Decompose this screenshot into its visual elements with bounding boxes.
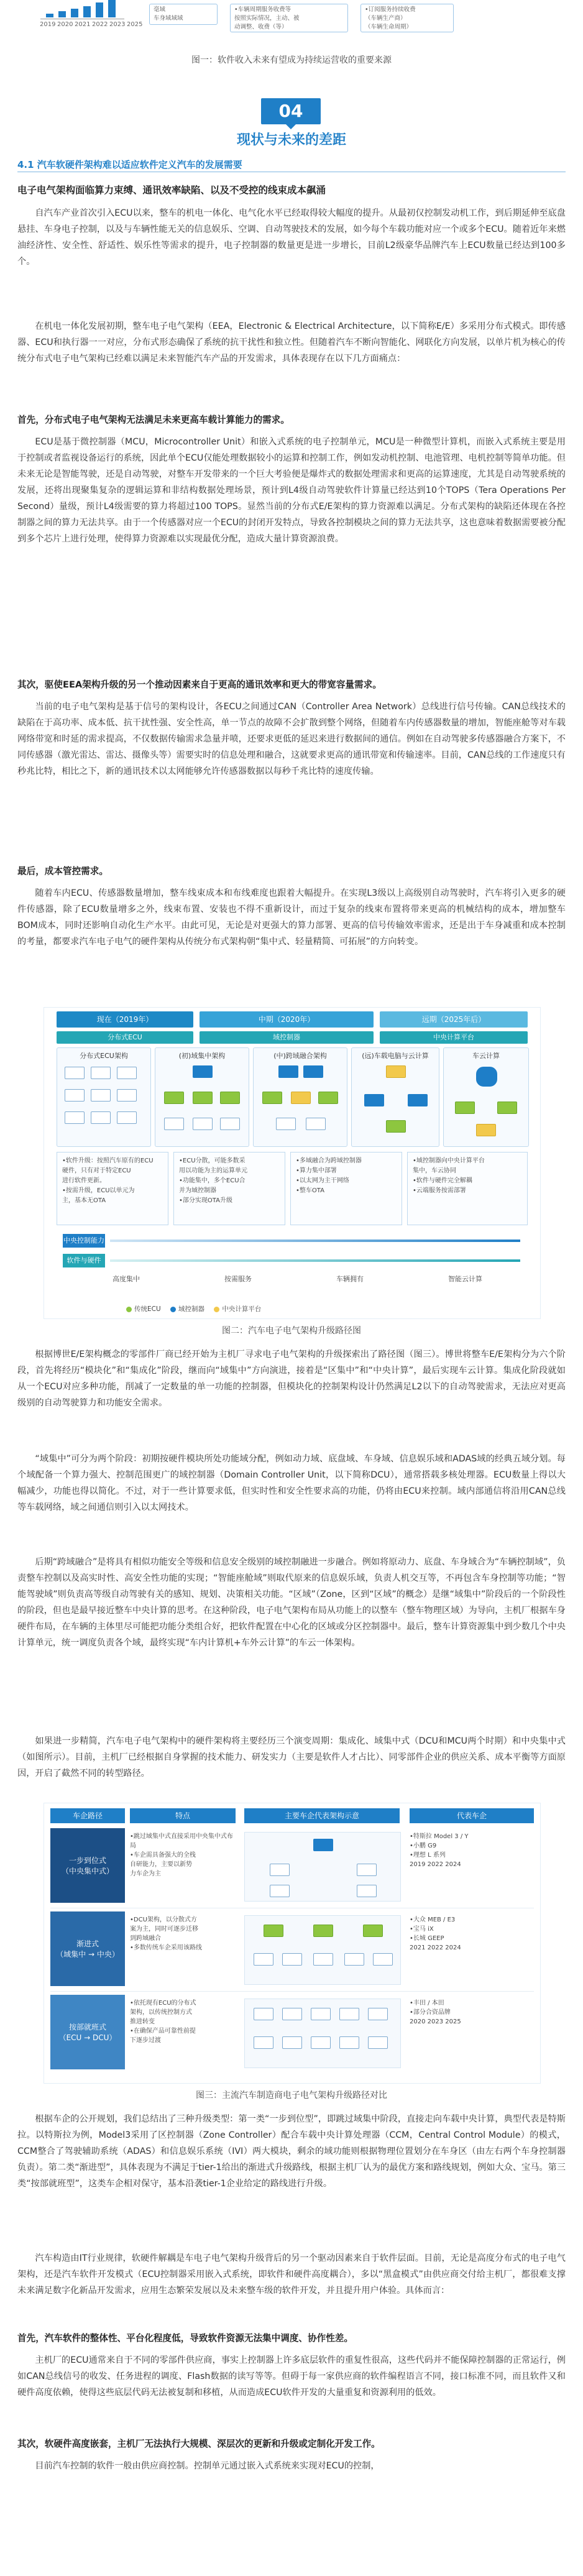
- row-label: 软件与硬件: [63, 1254, 105, 1267]
- bar: [58, 11, 66, 17]
- path-description: •DCU架构，以分散式方 案为主，同时可逐步迁移 到跨域融合 •多数传统车企采用该路线: [130, 1916, 202, 1951]
- domain-label: 高度集中: [112, 1275, 140, 1283]
- stage-description: •多域融合为跨域控制器 •算力集中部署 •以太网为主干网络 •整车OTA: [290, 1152, 402, 1225]
- subsection-title: 4.1 汽车软硬件架构难以适应软件定义汽车的发展需要: [17, 159, 242, 170]
- year-label: 2022: [92, 21, 108, 28]
- architecture-diagram: [244, 1915, 401, 1985]
- bar: [83, 6, 91, 17]
- table-row: [50, 1911, 534, 1992]
- path-name: 一步到位式 （中央集中式）: [50, 1828, 125, 1903]
- legend-item: 中央计算平台: [222, 1305, 262, 1313]
- section-title: 现状与未来的差距: [236, 132, 346, 148]
- revenue-figure: [25, 0, 558, 50]
- paragraph: ECU是基于微控制器（MCU，Microcontroller Unit）和嵌入式系统的电子控制单元，MCU是一种微型计算机，而嵌入式系统主要是用于控制或者监视设备运行的系统，因此单个ECU仅能处理数据较小的运算和控制工作，例如发动机控制、电池管理、电机控制等简单功能。但未来无论是智能驾驶，还是自动驾驶，对整车开发带来的一个巨大考验便是爆炸式的数据处理需求和更高的运算速度，尤其是自动驾驶系统的发展，还将出现聚集复杂的逻辑运算和非结构数据处理场景，预计到L4级自动驾驶软件计算量已经达到10个TOPS（Tera Operations Per Second）量级，预计L4级需要的算力将超过100 TOPS。显然当前的分布式E/E架构的算力资源难以满足。分布式架构的缺陷还体现在各控制器之间的算力无法共享。由于一个传感器对应一个ECU的封闭开发特点，导致各控制模块之间的算力无法共享，这也意味着数据需要被分配到多个芯片上进行处理，使得算力资源难以实现最优分配，造成大量计算资源浪费。: [17, 437, 566, 544]
- table-header: 代表车企: [410, 1808, 534, 1823]
- bold-paragraph: 首先，汽车软件的整体性、平台化程度低，导致软件资源无法集中调度、协作性差。: [17, 2333, 353, 2344]
- bar: [71, 9, 78, 17]
- paragraph: “域集中”可分为两个阶段：初期按硬件模块所处功能域分配，例如动力域、底盘域、车身域、信息娱乐域和ADAS域的经典五域分划。每个域配备一个算力强大、控制范围更广的域控制器（Domain Controller Unit，以下简称DCU），通常搭载多核处理器。ECU数量上得以大幅减少，功能也得以简化。不过，对于一些计算要求低，但实时性和安全性要求高的功能，仍将由ECU来控制。域内部通信将沿用CAN总线等车载网络，域之间通信则引入以太网技术。: [17, 1454, 566, 1512]
- paragraph: 根据博世E/E架构概念的零部件厂商已经开始为主机厂寻求电子电气架构的升级探索出了路径图（图三）。博世将整车E/E架构分为六个阶段，首先将经历“模块化”和“集成化”阶段，继而向“域集中”方向演进，接着是“区集中”和“中央计算”，最后实现车云计算。集成化阶段就如从一个ECU对应多种功能，削减了一定数量的单一功能的控制器，但模块化的控制架构设计仍然满足L2以下的自动驾驶需求，无法应对更高级别的自动驾驶算力和功能安全需求。: [17, 1350, 566, 1408]
- controller-label: 中央计算平台: [380, 1031, 528, 1044]
- table-row: [50, 1995, 534, 2074]
- section-number: 04: [261, 98, 321, 124]
- figure-caption: 图一：软件收入未来有望成为持续运营收的重要来源: [191, 55, 392, 65]
- representative-oems: •丰田 / 本田 •部分合资品牌 2020 2023 2025: [410, 2000, 461, 2025]
- paragraph: 自汽车产业首次引入ECU以来，整车的机电一体化、电气化水平已经取得较大幅度的提升。从最初仅控制发动机工作，到后期延伸至底盘悬挂、车身电子控制，以及与车辆性能无关的信息娱乐、空调、自动驾驶技术的发展，如今每个车载功能对应一个或多个ECU。随着近年来燃油经济性、安全性、舒适性、娱乐性等需求的提升，电子控制器的数量更是进一步增长，目前L2级豪华品牌汽车上ECU数量已经达到100多个。: [17, 208, 566, 267]
- year-label: 2025: [127, 21, 143, 28]
- era-label: 现在（2019年）: [57, 1011, 193, 1028]
- year-label: 2019: [40, 21, 56, 28]
- architecture-panel: [443, 1047, 529, 1147]
- year-label: 2023: [109, 21, 126, 28]
- path-description: •跳过域集中式直接采用中央集中式布局 •车企需具备强大的全栈 自研能力，主要以新势 力车企为主: [130, 1833, 233, 1877]
- panel-label: 分布式ECU架构: [80, 1052, 128, 1060]
- capability-row: [63, 1254, 523, 1267]
- bold-paragraph: 最后，成本管控需求。: [17, 866, 108, 876]
- domain-row: [63, 1274, 523, 1287]
- path-description: •依托现有ECU的分布式 架构，以传统控制方式 推进转变 •在确保产品可靠性前提 下逐步过渡: [130, 2000, 196, 2044]
- controller-label: 域控制器: [200, 1031, 374, 1044]
- year-label: 2020: [57, 21, 73, 28]
- legend-item: 域控制器: [178, 1305, 204, 1313]
- panel-label: 车云计算: [472, 1052, 500, 1060]
- legend-box: •车辆周期服务收费等 按照实际情况，主动、被 动调整、收费（等）: [230, 4, 348, 32]
- capability-row: [63, 1234, 523, 1248]
- year-label: 2021: [75, 21, 91, 28]
- era-label: 远期（2025年后）: [380, 1011, 528, 1028]
- paragraph: 随着车内ECU、传感器数量增加，整车线束成本和布线难度也跟着大幅提升。在实现L3级以上高级别自动驾驶时，汽车将引入更多的硬件传感器，除了ECU数量增多之外，线束布置、安装也不得不重新设计，而过于复杂的线束布置将带来更高的机械结构的成本，增加整车BOM成本，同时还影响自动化生产水平。由此可见，无论是对更强大的算力部署、更高的信号传输效率需求，还是出于车身减重和成本控制的考量，都要求汽车电子电气的硬件架构从传统分布式架构朝“集中式、轻量精简、可拓展”的方向转变。: [17, 888, 566, 947]
- architecture-panel: [351, 1047, 439, 1147]
- legend-box: 毫域 车身域域域: [149, 4, 218, 25]
- stage-description: •软件升级：按照汽车原有的ECU 硬件，只有对于特定ECU 进行软件更新。 •按需升级，ECU以单元为 主，基本无OTA: [57, 1152, 168, 1225]
- architecture-diagram: [244, 1999, 401, 2068]
- bar: [108, 0, 116, 17]
- paragraph: 根据车企的公开规划，我们总结出了三种升级类型：第一类“一步到位型”，即跳过域集中阶段，直接走向车载中央计算，典型代表是特斯拉。以特斯拉为例，Model3采用了区控制器（Zone Controller）配合车载中央计算处理器（CCM，Central Control Module）的模式，CCM整合了驾驶辅助系统（ADAS）和信息娱乐系统（IVI）两大模块，剩余的域功能则根据物理位置划分在车身区（由左右两个车身控制器负责）。第二类“渐进型”，具体表现为不满足于tier-1给出的渐进式升级路线，根据主机厂认为的最优方案和路线规划，例如大众、宝马。第三类“按部就班型”，这类车企相对保守，基本沿袭tier-1企业给定的路线进行升级。: [17, 2114, 566, 2189]
- table-row: [50, 1828, 534, 1908]
- representative-oems: •大众 MEB / E3 •宝马 iX •长城 GEEP 2021 2022 2024: [410, 1916, 461, 1951]
- bar-chart: [44, 0, 118, 17]
- bold-paragraph: 首先，分布式电子电气架构无法满足未来更高车载计算能力的需求。: [17, 415, 290, 425]
- controller-label: 分布式ECU: [57, 1031, 193, 1044]
- path-name: 按部就班式 （ECU → DCU）: [50, 1995, 125, 2069]
- table-header: 车企路径: [50, 1808, 125, 1823]
- era-label: 中期（2020年）: [200, 1011, 374, 1028]
- stage-description: •ECU分散，可能多数采 用以功能为主的运算单元 •功能集中，多个ECU合 并为域控制器 •部分实现OTA升级: [173, 1152, 285, 1225]
- bar: [96, 2, 103, 17]
- paragraph: 后期“跨域融合”是将具有相似功能安全等级和信息安全级别的域控制融进一步融合。例如将原动力、底盘、车身域合为“车辆控制域”，负责整车控制以及高实时性、高安全性功能的实现；“智能座舱域”则取代原来的信息娱乐域，负责人机交互等，不再包含车身控制等功能；“智能驾驶域”则负责高等级自动驾驶有关的感知、规划、决策相关功能。“区域”（Zone，区到“区域”的概念）是继“域集中”阶段后的一个阶段性的阶段，但也是最早接近整车中央计算的思考。在这种阶段，电子电气架构布局从功能上的以整车（整车物理区域）为导向，主机厂根据车身硬件布局，在车辆的主体里尽可能把功能分类组合好，把软件配置在中心化的区域或分区控制器中。最后，整车计算资源集中到少数几个中央计算单元，统一调度负责各个域，最终实现“车内计算机+车外云计算”的车云一体架构。: [17, 1557, 566, 1648]
- architecture-panel: [57, 1047, 151, 1147]
- architecture-panel: [155, 1047, 249, 1147]
- panel-label: (中)跨域融合架构: [273, 1052, 327, 1060]
- paragraph: 主机厂的ECU通常来自于不同的零部件供应商，事实上控制器上许多底层软件的重复性很高，这些代码并不能保障控制器的正常运行，例如CAN总线信号的收发、任务进程的调度、Flash数据的读写等等。但碍于每一家供应商的软件编程语言不同，接口标准不同，而且软件又和硬件高度依赖，使得这些底层代码无法被复制和移植，从而造成ECU软件开发的大量重复和资源利用的低效。: [17, 2355, 566, 2398]
- legend-item: 传统ECU: [134, 1305, 161, 1313]
- bar: [46, 14, 53, 17]
- architecture-diagram: [244, 1832, 401, 1902]
- figure-caption: 图三：主流汽车制造商电子电气架构升级路径对比: [196, 2091, 387, 2100]
- panel-label: (远)车载电脑与云计算: [362, 1052, 429, 1060]
- paragraph: 汽车构造由IT行业规律，软硬件解耦是车电子电气架构升级背后的另一个驱动因素来自于软件层面。目前，无论是高度分布式的电子电气架构，还是汽车软件开发模式（ECU控制器采用嵌入式系统，即软件和硬件高度耦合），多以“黑盒模式”由供应商交付给主机厂，都很难支撑未来满足数字化新品开发需求，应用生态繁荣发展以及未来整车级的软件开发，并且提升用户体验。具体而言：: [17, 2253, 566, 2296]
- domain-label: 按需服务: [224, 1275, 252, 1283]
- domain-label: 智能云计算: [448, 1275, 482, 1283]
- path-name: 渐进式 （域集中 → 中央）: [50, 1911, 125, 1986]
- paragraph: 在机电一体化发展初期，整车电子电气架构（EEA，Electronic & Electrical Architecture，以下简称E/E）多采用分布式模式。即传感器、ECU和执行器一一对应，分布式形态确保了系统的抗干扰性和独立性。但随着汽车不断向智能化、网联化方向发展，以单片机为核心的传统分布式电子电气架构已经难以满足未来智能汽车产品的开发需求，具体表现存在以下几方面痛点：: [17, 321, 566, 364]
- representative-oems: •特斯拉 Model 3 / Y •小鹏 G9 •理想 L 系列 2019 2022 2024: [410, 1833, 469, 1868]
- bold-paragraph: 其次，软硬件高度嵌套，主机厂无法执行大规模、深层次的更新和升级或定制化开发工作。: [17, 2439, 380, 2449]
- row-label: 中央控制能力: [63, 1234, 105, 1248]
- bold-paragraph: 其次，驱使EEA架构升级的另一个推动因素来自于更高的通讯效率和更大的带宽容量需求。: [17, 679, 382, 690]
- paragraph: 如果进一步精简，汽车电子电气架构中的硬件架构将主要经历三个演变周期：集成化、域集中式（DCU和MCU两个时期）和中央集中式（如图所示）。目前，主机厂已经根据自身掌握的技术能力、研发实力（主要是软件人才占比）、同零部件企业的供应关系、成本平衡等方面原因，开启了截然不同的转型路径。: [17, 1736, 566, 1778]
- heading: 电子电气架构面临算力束缚、通讯效率缺陷、以及不受控的线束成本飙涌: [17, 185, 326, 196]
- stage-description: •域控制器向中央计算平台 集中，车云协同 •软件与硬件完全解耦 •云端服务按需部署: [407, 1152, 528, 1225]
- figure-legend: [119, 1304, 261, 1313]
- ee-architecture-figure: [44, 1007, 541, 1319]
- figure-caption: 图二：汽车电子电气架构升级路径图: [222, 1326, 361, 1336]
- legend-box: •订阅服务持续收费 （车辆生产商） （车辆生命周期）: [360, 4, 454, 32]
- table-header: 主要车企代表架构示意: [244, 1808, 400, 1823]
- paragraph: 当前的电子电气架构是基于信号的架构设计，各ECU之间通过CAN（Controller Area Network）总线进行信号传输。CAN总线技术的缺陷在于高功率、成本低、抗干扰性强、安全性高，单一节点的故障不会扩散到整个网络，但随着车内传感器数量的增加，智能座舱等对车载网络带宽和时延的需求提高，不仅数据传输需求急量并喷，还要求更低的延迟来进行数据间的通信。例如在自动驾驶多传感器融合方案下，不同传感器（激光雷达、雷达、摄像头等）需要实时的信息处理和融合，这就要求更高的通讯带宽和传输速率。目前，CAN总线的工作速度只有秒兆比特，相比之下，新的通讯技术以太网能够允许传感器数据以每秒千兆比特的速度传输。: [17, 702, 566, 776]
- architecture-panel: [253, 1047, 347, 1147]
- paragraph: 目前汽车控制的软件一般由供应商控制。控制单元通过嵌入式系统来实现对ECU的控制，: [35, 2461, 380, 2471]
- panel-label: (初)域集中架构: [178, 1052, 226, 1060]
- upgrade-path-figure: [44, 1803, 541, 2084]
- table-header: 特点: [130, 1808, 236, 1823]
- domain-label: 车辆拥有: [336, 1275, 364, 1283]
